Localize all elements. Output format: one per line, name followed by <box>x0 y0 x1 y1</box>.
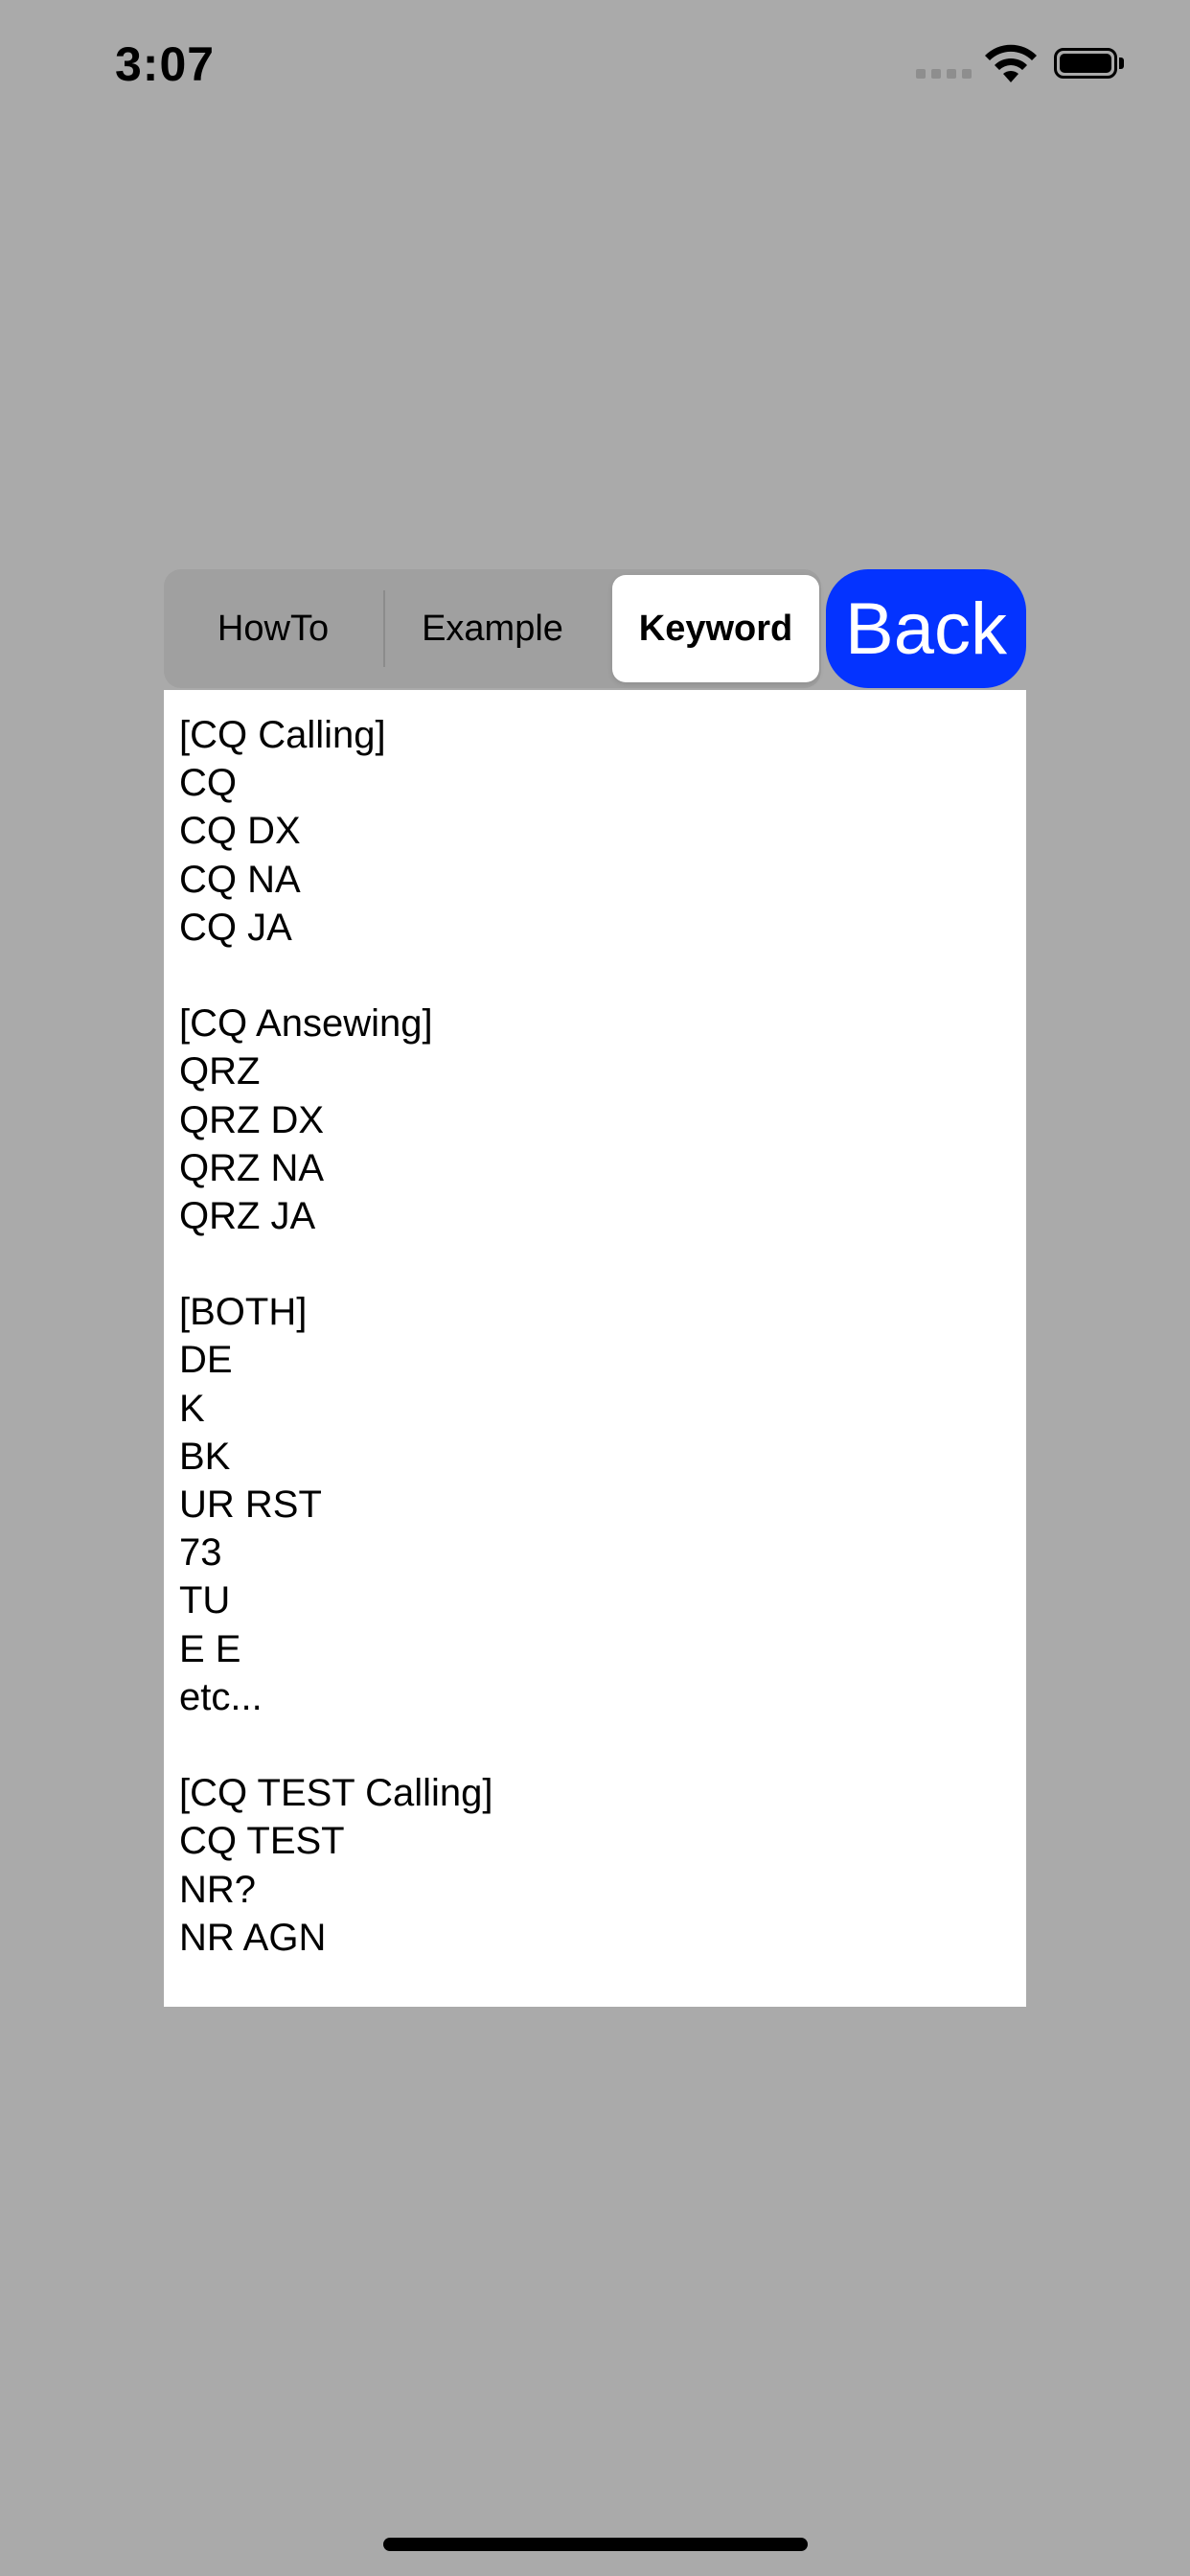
keyword-line: [CQ TEST Calling] <box>179 1772 493 1815</box>
keyword-line: CQ JA <box>179 906 292 949</box>
keyword-line: [CQ Ansewing] <box>179 1002 433 1046</box>
home-indicator[interactable] <box>383 2538 808 2551</box>
battery-cap <box>1119 58 1124 69</box>
keyword-line: [BOTH] <box>179 1291 308 1334</box>
blank-line <box>179 1721 1011 1769</box>
keyword-line: 73 <box>179 1531 222 1575</box>
keyword-line: CQ NA <box>179 858 301 901</box>
blank-line <box>179 1240 1011 1288</box>
keyword-line: E E <box>179 1627 241 1670</box>
keyword-line: CQ TEST <box>179 1820 345 1863</box>
keyword-line: DE <box>179 1339 233 1382</box>
battery-full-icon <box>1054 48 1117 79</box>
keyword-line: CQ <box>179 762 237 805</box>
keyword-text-view[interactable] <box>164 690 1026 2007</box>
wifi-icon <box>983 44 1039 84</box>
keyword-line: BK <box>179 1435 231 1478</box>
keyword-line: QRZ DX <box>179 1098 325 1141</box>
keyword-line: TU <box>179 1579 231 1622</box>
keyword-line: UR RST <box>179 1484 322 1526</box>
keyword-line: K <box>179 1387 205 1430</box>
tab-howto[interactable]: HowTo <box>217 608 330 649</box>
keyword-line: NR? <box>179 1868 257 1911</box>
tab-example[interactable]: Example <box>422 608 563 649</box>
keyword-line: etc... <box>179 1675 263 1718</box>
tab-segmented-control <box>164 569 821 688</box>
keyword-line: QRZ NA <box>179 1146 325 1189</box>
cellular-dots-icon <box>916 69 972 79</box>
keyword-line: [CQ Calling] <box>179 714 386 756</box>
back-button[interactable]: Back <box>826 569 1026 688</box>
keyword-line: QRZ <box>179 1050 261 1093</box>
keyword-line: CQ DX <box>179 810 301 853</box>
blank-line <box>179 952 1011 1000</box>
tab-keyword[interactable]: Keyword <box>612 575 819 682</box>
status-time: 3:07 <box>115 37 216 91</box>
keyword-line: NR AGN <box>179 1916 327 1959</box>
keyword-line: QRZ JA <box>179 1194 316 1237</box>
